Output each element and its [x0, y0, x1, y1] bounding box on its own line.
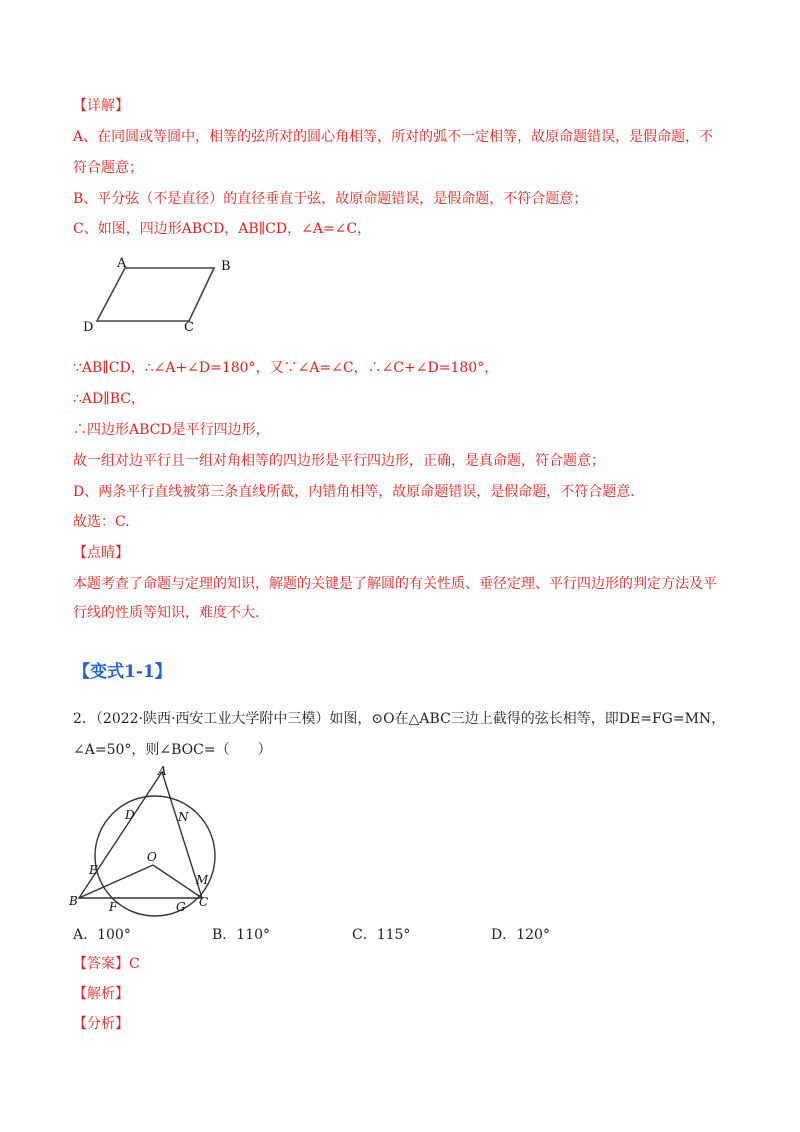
label-c: C — [199, 895, 209, 909]
option-c: C．115° — [352, 927, 411, 943]
proof-line-1: ∵AB∥CD，∴∠A+∠D=180°，又∵∠A=∠C，∴∠C+∠D=180°， — [73, 360, 499, 376]
label-e: E — [89, 863, 98, 877]
label-f: F — [109, 900, 118, 914]
question-line-2: ∠A=50°，则∠BOC=（ ） — [73, 742, 272, 758]
label-g: G — [176, 900, 186, 914]
label-d: D — [125, 808, 135, 822]
question-line-1: 2．（2022·陕西·西安工业大学附中三模）如图，⊙O在△ABC三边上截得的弦长相等，即DE=FG=MN， — [73, 711, 726, 727]
parallelogram-shape — [97, 268, 214, 321]
comment-line-2: 行线的性质等知识，难度不大. — [73, 605, 260, 621]
option-b: B．110° — [212, 927, 271, 943]
segment-oc — [153, 865, 202, 898]
label-b: B — [69, 894, 78, 908]
detail-line-b: B、平分弦（不是直径）的直径垂直于弦，故原命题错误，是假命题，不符合题意； — [73, 191, 588, 207]
parallelogram-figure — [75, 255, 275, 335]
label-m: M — [196, 873, 209, 887]
detail-line-a1: A、在同圆或等圆中，相等的弦所对的圆心角相等，所对的弧不一定相等，故原命题错误，是假命题，不 — [73, 129, 714, 145]
detail-choice: 故选：C. — [73, 514, 130, 530]
triangle-abc — [79, 772, 202, 898]
label-a: A — [117, 256, 127, 271]
comment-heading: 【点睛】 — [73, 545, 129, 561]
label-a: A — [158, 764, 167, 778]
variant-title: 【变式1-1】 — [73, 662, 172, 682]
detail-heading: 【详解】 — [73, 98, 129, 114]
option-d: D．120° — [491, 927, 550, 943]
option-a: A．100° — [73, 927, 131, 943]
proof-line-2: ∴AD∥BC， — [73, 391, 145, 407]
label-b: B — [221, 259, 231, 274]
answer-row — [73, 955, 140, 973]
proof-line-4: 故一组对边平行且一组对角相等的四边形是平行四边形，正确，是真命题，符合题意； — [73, 453, 605, 469]
answer-value: C — [129, 956, 140, 972]
proof-line-3: ∴四边形ABCD是平行四边形， — [73, 422, 270, 438]
circle-triangle-figure — [65, 763, 265, 923]
answer-label: 【答案】 — [73, 956, 129, 972]
detail-line-d: D、两条平行直线被第三条直线所截，内错角相等，故原命题错误，是假命题，不符合题意. — [73, 484, 635, 500]
label-c: C — [184, 320, 194, 335]
analysis-label: 【解析】 — [73, 986, 129, 1002]
label-n: N — [178, 810, 189, 824]
label-d: D — [83, 320, 94, 335]
comment-line-1: 本题考查了命题与定理的知识，解题的关键是了解圆的有关性质、垂径定理、平行四边形的判定方法及平 — [73, 576, 717, 592]
label-o: O — [147, 850, 157, 864]
detail-line-a2: 符合题意； — [73, 160, 143, 176]
analysis-sub-label: 【分析】 — [73, 1016, 129, 1032]
detail-line-c: C、如图，四边形ABCD，AB∥CD，∠A=∠C， — [73, 221, 372, 237]
